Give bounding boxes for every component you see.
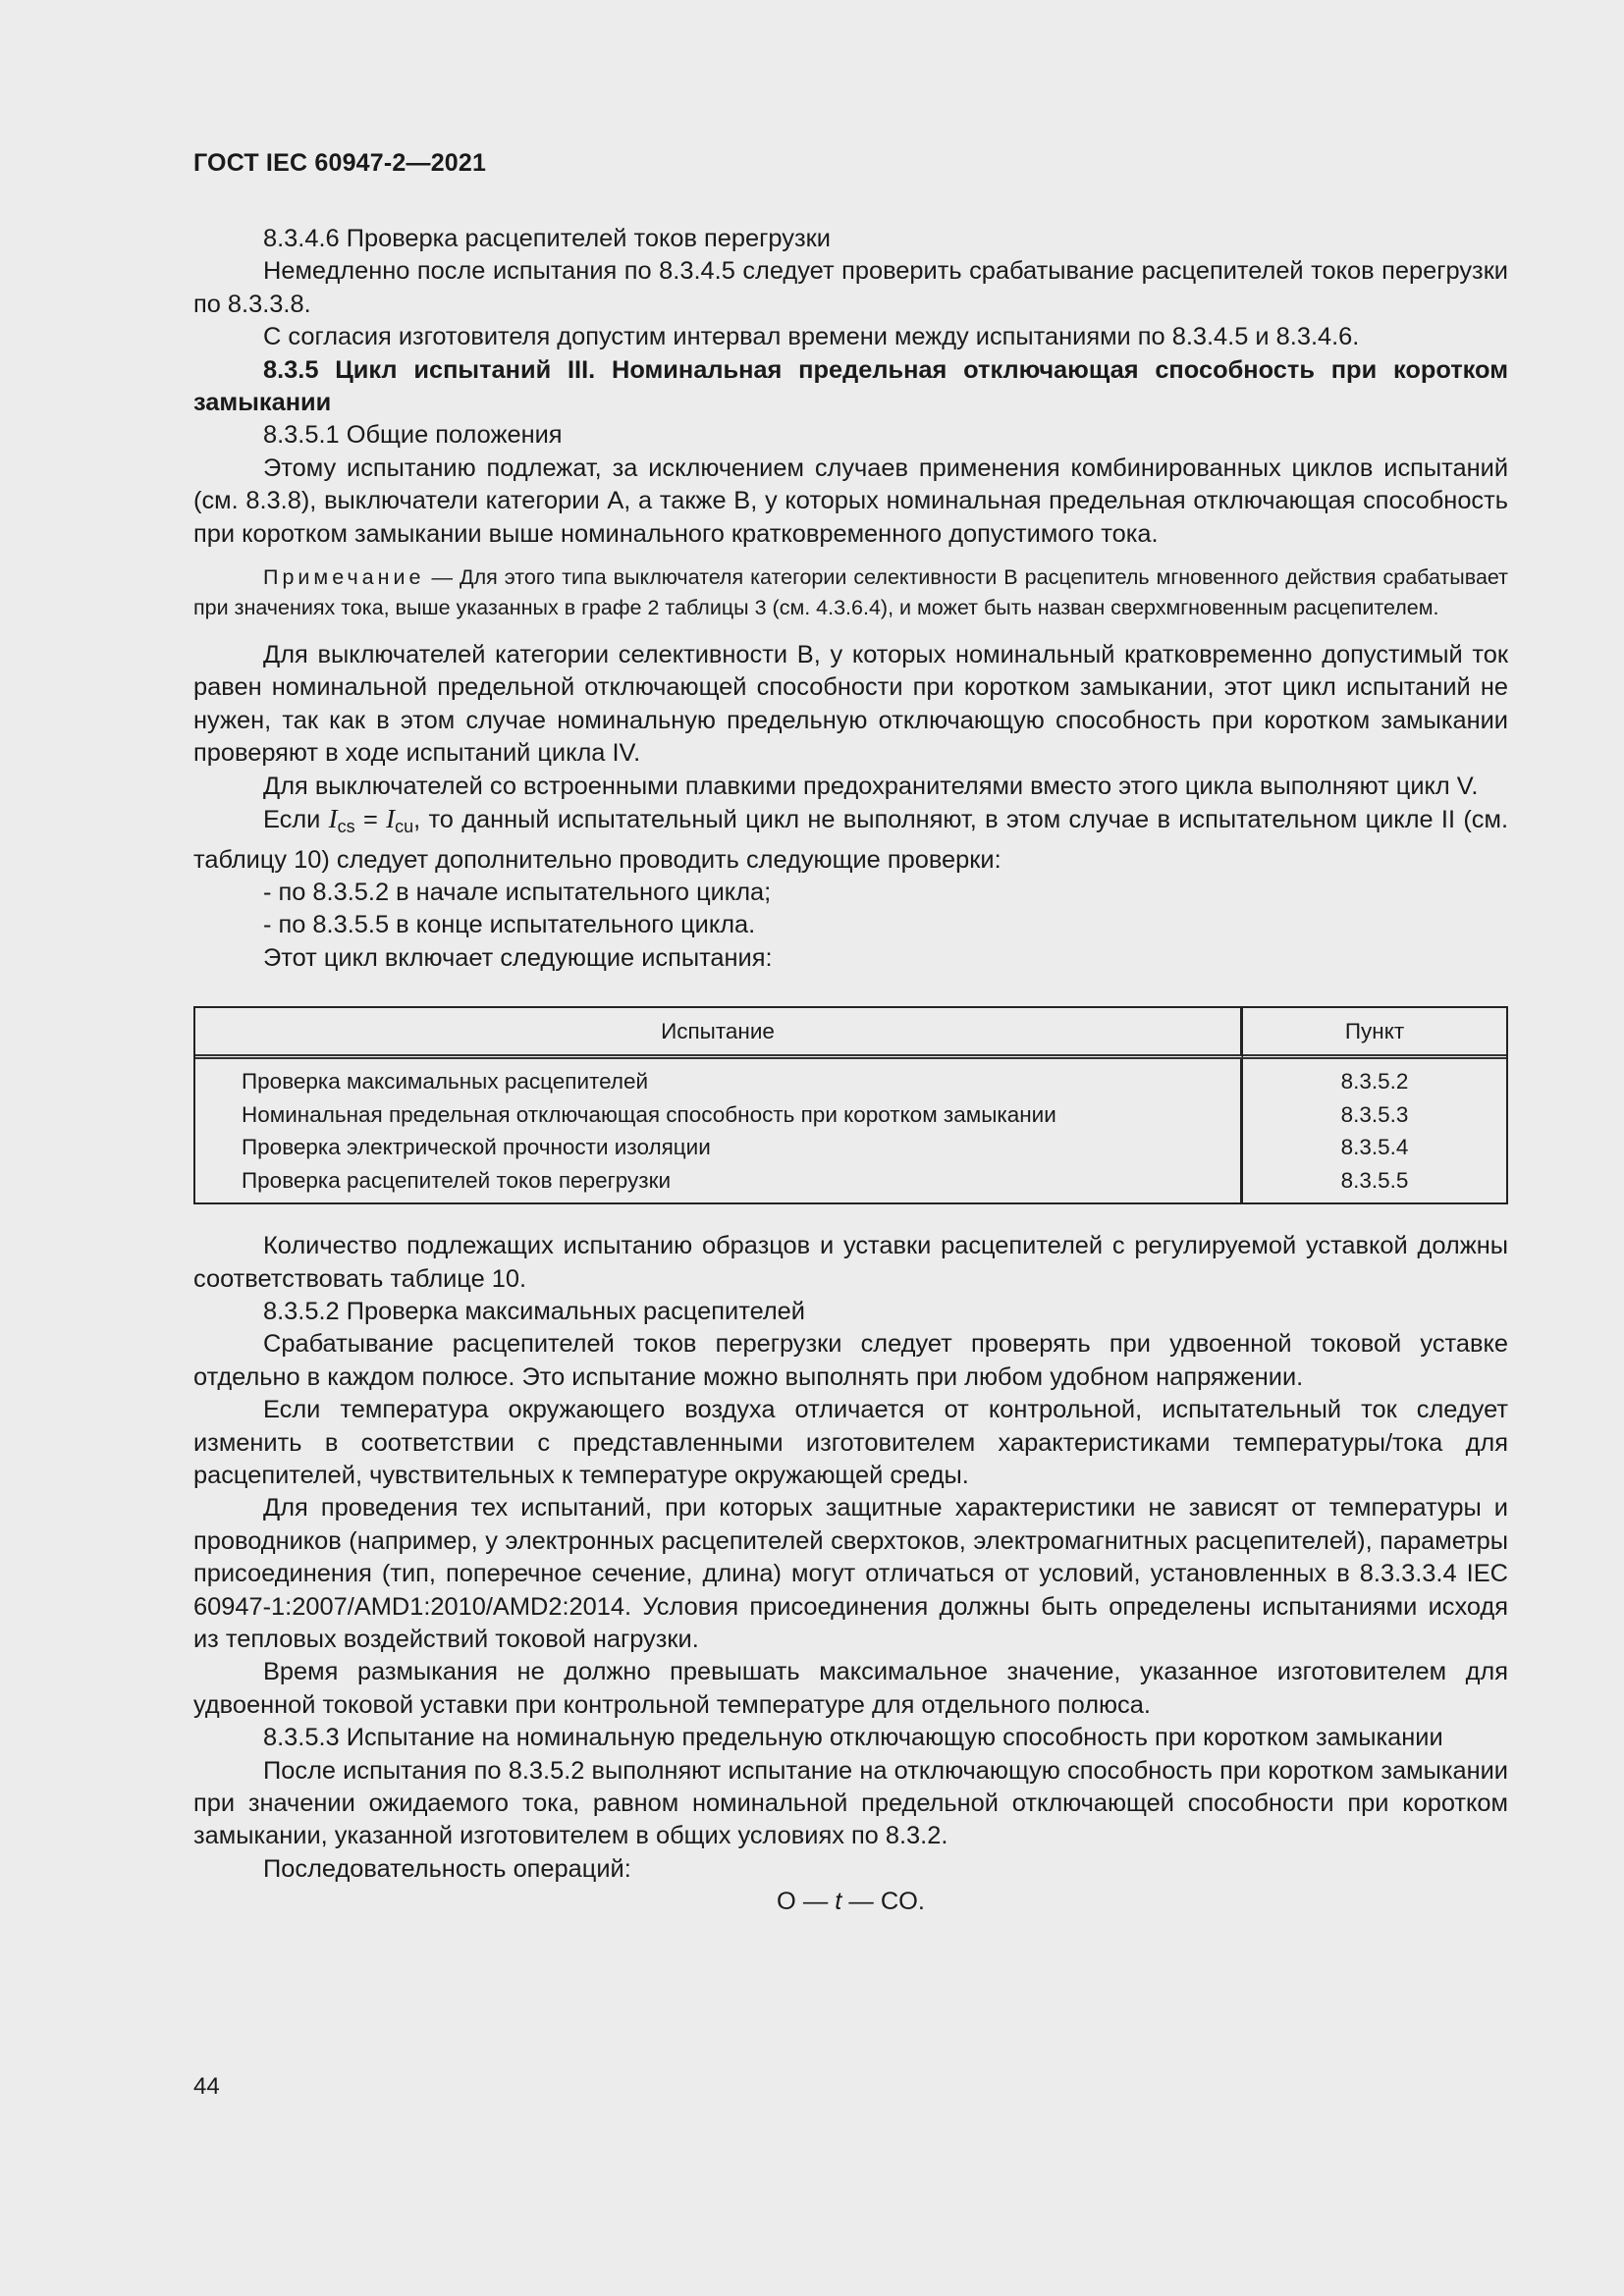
paragraph: Этот цикл включает следующие испытания: [263,943,773,972]
clause-cell: 8.3.5.2 [1340,1069,1409,1095]
paragraph: Немедленно после испытания по 8.3.4.5 следует проверить срабатывание расцепителей токов перегрузки по 8.3.3.8. [193,257,1508,318]
page-number: 44 [193,2073,220,2100]
document-body [193,223,1508,1919]
paragraph: Срабатывание расцепителей токов перегрузки следует проверять при удвоенной токовой уставке отдельно в каждом полюсе. Это испытание можно выполнять при любом удобном напряжении. [193,1330,1508,1391]
math-variable: t [835,1888,842,1916]
list-item: - по 8.3.5.5 в конце испытательного цикла. [263,911,756,939]
list-item: - по 8.3.5.2 в начале испытательного цикла; [263,878,772,906]
clause-cell: 8.3.5.3 [1340,1101,1409,1127]
column-header-clause: Пункт [1243,1008,1506,1059]
note [193,562,1508,623]
section-heading: 8.3.4.6 Проверка расцепителей токов перегрузки [263,225,831,252]
test-name-cell: Проверка расцепителей токов перегрузки [195,1164,1243,1203]
table-row [195,1098,1506,1132]
clause-cell: 8.3.5.5 [1340,1167,1409,1193]
formula: O — t — CO. [777,1888,925,1916]
paragraph: С согласия изготовителя допустим интервал времени между испытаниями по 8.3.4.5 и 8.3.4.6. [263,323,1360,351]
subscript: cu [395,817,414,837]
section-heading: 8.3.5.3 Испытание на номинальную предельную отключающую способность при коротком замыкании [263,1724,1443,1752]
table-row [195,1164,1506,1203]
test-name-cell: Номинальная предельная отключающая способность при коротком замыкании [195,1098,1243,1132]
table-row [195,1059,1506,1098]
note-label: Примечание [263,565,425,590]
table-header-row [195,1008,1506,1059]
math-variable: I [328,804,338,834]
paragraph: Для выключателей категории селективности В, у которых номинальный кратковременно допустимый ток равен номинальной предельной отключающей способности при коротком замыкании, этот цикл испытаний не нужен, так как в этом случае номинальную предельную отключающую способность при коротком замыкании проверяют в ходе испытаний цикла IV. [193,641,1508,768]
paragraph: Время размыкания не должно превышать максимальное значение, указанное изготовителем для удвоенной токовой уставки при контрольной температуре для отдельного полюса. [193,1658,1508,1719]
paragraph: После испытания по 8.3.5.2 выполняют испытание на отключающую способность при коротком замыкании при значении ожидаемого тока, равном номинальной предельной отключающей способности при коротком замыкании, указанной изготовителем в общих условиях по 8.3.2. [193,1756,1508,1850]
subscript: cs [337,817,355,837]
section-heading: 8.3.5.2 Проверка максимальных расцепителей [263,1297,805,1325]
tests-table [193,1006,1508,1204]
paragraph: Количество подлежащих испытанию образцов и уставки расцепителей с регулируемой уставкой должны соответствовать таблице 10. [193,1232,1508,1293]
clause-cell: 8.3.5.4 [1340,1135,1409,1160]
table-row [195,1131,1506,1164]
test-name-cell: Проверка максимальных расцепителей [195,1059,1243,1098]
document-header: ГОСТ IEC 60947-2—2021 [193,149,487,177]
paragraph: Если $I_{cs} = I_{cu}$, то данный испытательный цикл не выполняют, в этом случае в испытательном цикле II (см. таблицу 10) следует дополнительно проводить следующие проверки: [193,804,1509,874]
note-text: — Для этого типа выключателя категории селективности В расцепитель мгновенного действия срабатывает при значениях тока, выше указанных в графе 2 таблицы 3 (см. 4.3.6.4), и может быть назван сверхмгновенным расцепителем. [193,565,1508,620]
column-header-test: Испытание [195,1008,1243,1059]
paragraph: Последовательность операций: [263,1854,631,1883]
math-variable: I [386,804,396,834]
paragraph: Для выключателей со встроенными плавкими предохранителями вместо этого цикла выполняют цикл V. [263,772,1479,800]
paragraph: Для проведения тех испытаний, при которых защитные характеристики не зависят от температуры и проводников (например, у электронных расцепителей сверхтоков, электромагнитных расцепителей), параметры присоединения (тип, поперечное сечение, длина) могут отличаться от условий, установленных в 8.3.3.3.4 IEC 60947-1:2007/AMD1:2010/AMD2:2014. Условия присоединения должны быть определены испытаниями исходя из тепловых воздействий токовой нагрузки. [193,1494,1508,1653]
paragraph: Этому испытанию подлежат, за исключением случаев применения комбинированных циклов испытаний (см. 8.3.8), выключатели категории А, а также В, у которых номинальная предельная отключающая способность при коротком замыкании выше номинального кратковременного допустимого тока. [193,454,1508,548]
paragraph: Если температура окружающего воздуха отличается от контрольной, испытательный ток следует изменить в соответствии с представленными изготовителем характеристиками температуры/тока для расцепителей, чувствительных к температуре окружающей среды. [193,1396,1508,1489]
section-heading: 8.3.5.1 Общие положения [263,421,563,450]
section-heading: 8.3.5 Цикл испытаний III. Номинальная предельная отключающая способность при коротком замыкании [193,355,1508,417]
test-name-cell: Проверка электрической прочности изоляции [195,1131,1243,1164]
